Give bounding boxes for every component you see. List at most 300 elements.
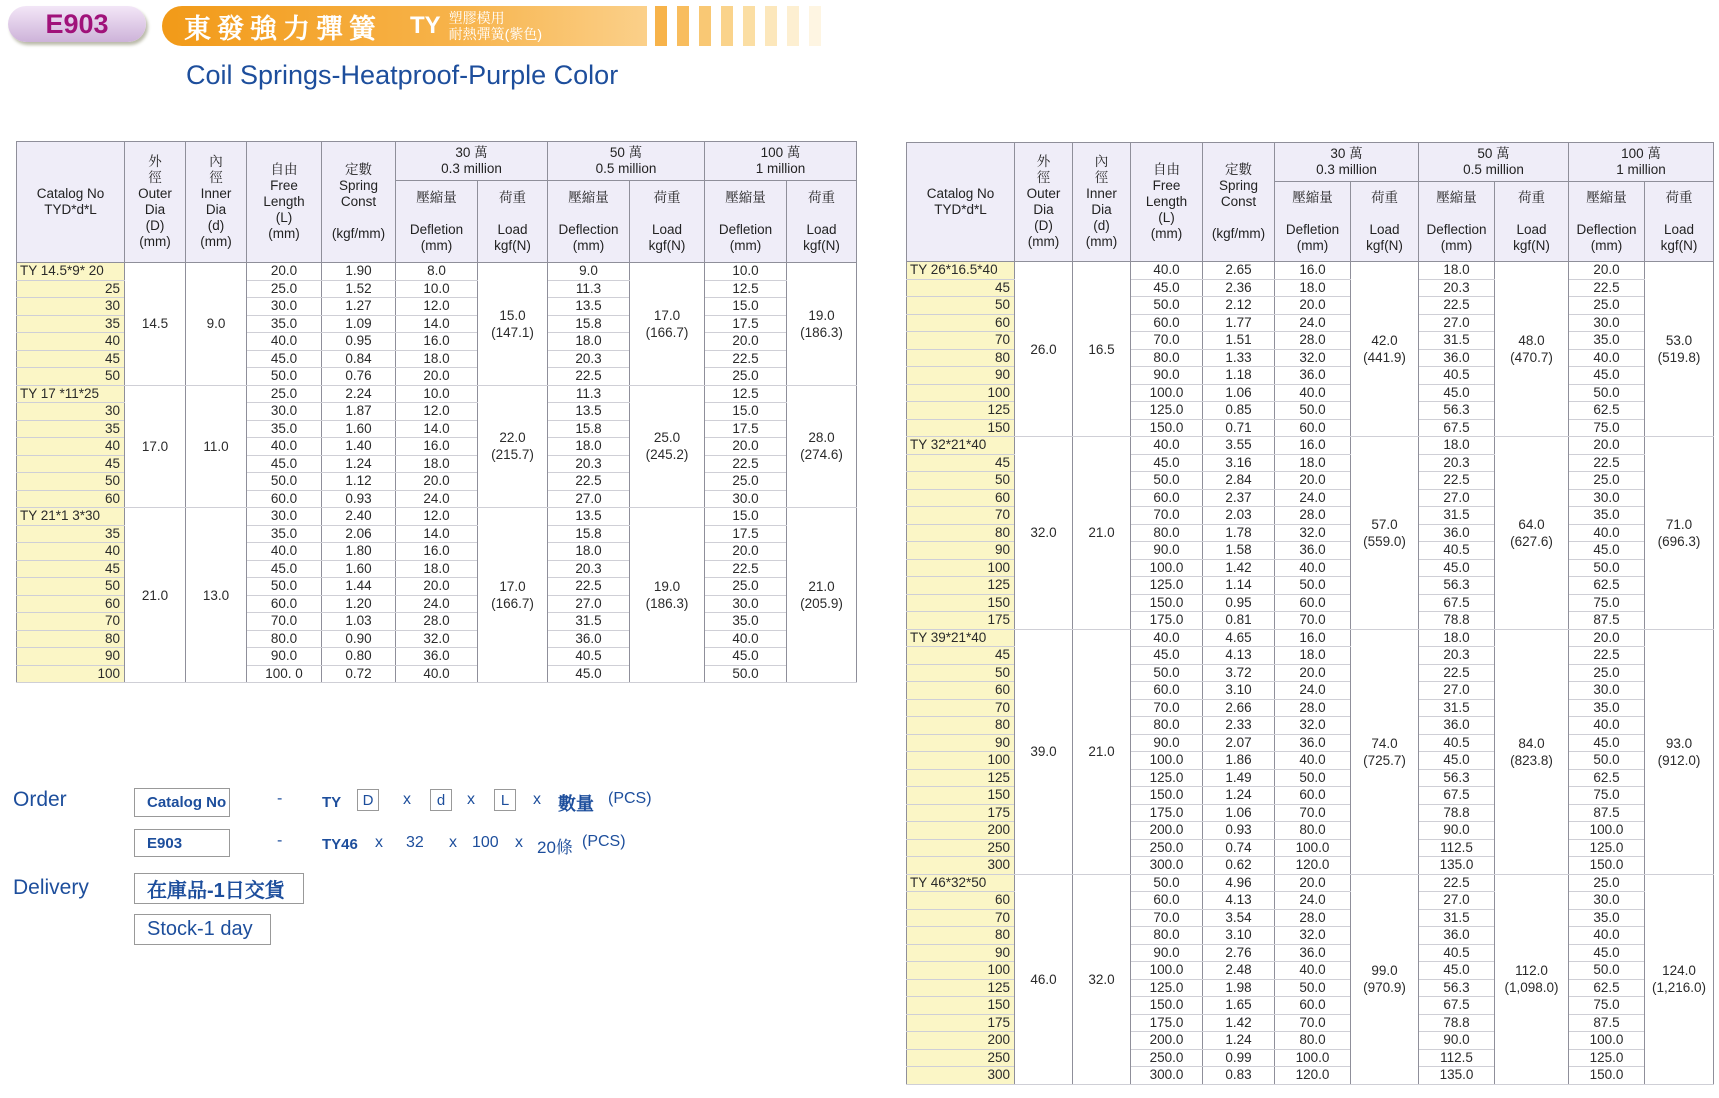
deflection-50-cell: 40.5 — [1419, 734, 1495, 752]
load-100-cell — [787, 263, 857, 386]
deflection-50-cell: 40.5 — [1419, 542, 1495, 560]
deflection-50-cell: 36.0 — [1419, 717, 1495, 735]
series-description — [449, 10, 542, 42]
deflection-30-cell: 10.0 — [396, 385, 478, 403]
deflection-100-cell: 75.0 — [1569, 419, 1645, 437]
deflection-100-cell: 22.5 — [705, 560, 787, 578]
load-30-cell — [1351, 437, 1419, 630]
deflection-30-cell: 24.0 — [1275, 314, 1351, 332]
deflection-30-cell: 40.0 — [1275, 962, 1351, 980]
catalog-length-cell: 125 — [907, 769, 1015, 787]
deflection-50-cell: 56.3 — [1419, 577, 1495, 595]
deflection-50-cell: 13.5 — [548, 298, 630, 316]
free-length-cell: 70.0 — [247, 613, 322, 631]
deflection-30-cell: 50.0 — [1275, 979, 1351, 997]
deflection-30-cell: 70.0 — [1275, 1014, 1351, 1032]
free-length-cell: 40.0 — [247, 543, 322, 561]
deflection-50-cell: 40.5 — [548, 648, 630, 666]
deflection-30-cell: 20.0 — [396, 368, 478, 386]
load-value: 53.0 — [1665, 333, 1693, 348]
deflection-30-cell: 20.0 — [396, 473, 478, 491]
catalog-length-cell: 125 — [907, 577, 1015, 595]
deflection-100-cell: 87.5 — [1569, 1014, 1645, 1032]
example-inner-d: 32 — [406, 834, 424, 851]
spring-const-cell: 1.58 — [1203, 542, 1275, 560]
deflection-50-cell: 135.0 — [1419, 857, 1495, 875]
catalog-length-cell: 90 — [907, 367, 1015, 385]
table-row — [907, 874, 1714, 892]
catalog-length-cell: 40 — [17, 333, 125, 351]
outer-dia-cell: 26.0 — [1015, 262, 1073, 437]
free-length-cell: 40.0 — [1131, 262, 1203, 280]
order-quantity: 數量 — [558, 794, 594, 814]
order-label: Order — [13, 788, 67, 811]
deflection-100-cell: 15.0 — [705, 298, 787, 316]
deflection-header: 壓縮量 Deflection (mm) — [1569, 182, 1645, 262]
deflection-100-cell: 20.0 — [1569, 629, 1645, 647]
load-newton: (186.3) — [800, 324, 843, 340]
deflection-50-cell: 78.8 — [1419, 804, 1495, 822]
deflection-100-cell: 45.0 — [1569, 944, 1645, 962]
catalog-no-cell: TY 46*32*50 — [907, 874, 1015, 892]
spring-const-cell: 4.13 — [1203, 647, 1275, 665]
deflection-50-cell: 27.0 — [1419, 489, 1495, 507]
deflection-30-cell: 24.0 — [396, 595, 478, 613]
spring-const-cell: 0.62 — [1203, 857, 1275, 875]
inner-dia-cell: 13.0 — [186, 508, 247, 683]
order-inner-d-box: d — [430, 789, 452, 811]
deflection-30-cell: 18.0 — [396, 350, 478, 368]
decor-stripe — [677, 6, 689, 46]
free-length-cell: 100.0 — [1131, 384, 1203, 402]
order-ty: TY — [322, 794, 342, 811]
free-length-cell: 20.0 — [247, 263, 322, 281]
deflection-100-cell: 22.5 — [1569, 647, 1645, 665]
deflection-100-cell: 50.0 — [1569, 559, 1645, 577]
spring-const-cell: 1.42 — [1203, 1014, 1275, 1032]
spring-const-cell: 1.42 — [1203, 559, 1275, 577]
load-newton: (627.6) — [1510, 533, 1553, 549]
deflection-50-cell: 18.0 — [548, 333, 630, 351]
deflection-30-cell: 24.0 — [396, 490, 478, 508]
inner-dia-header: 內 徑 Inner Dia (d) (mm) — [186, 142, 247, 263]
table-row — [907, 437, 1714, 455]
deflection-100-cell: 50.0 — [1569, 962, 1645, 980]
deflection-100-cell: 20.0 — [705, 543, 787, 561]
free-length-cell: 45.0 — [1131, 454, 1203, 472]
inner-dia-cell: 21.0 — [1073, 629, 1131, 874]
deflection-50-cell: 22.5 — [548, 473, 630, 491]
spring-const-cell: 0.80 — [322, 648, 396, 666]
catalog-code-badge: E903 — [8, 6, 146, 42]
free-length-header: 自由 Free Length (L) (mm) — [1131, 143, 1203, 262]
deflection-100-cell: 12.5 — [705, 385, 787, 403]
catalog-length-cell: 150 — [907, 787, 1015, 805]
brand-title: 東發強力彈簧 — [184, 13, 382, 44]
deflection-100-cell: 125.0 — [1569, 1049, 1645, 1067]
deflection-100-cell: 40.0 — [1569, 349, 1645, 367]
catalog-no-cell: TY 21*1 3*30 — [17, 508, 125, 526]
spring-const-header: 定數 Spring Const (kgf/mm) — [322, 142, 396, 263]
deflection-30-cell: 18.0 — [396, 455, 478, 473]
load-value: 17.0 — [499, 579, 526, 594]
load-30-cell — [1351, 262, 1419, 437]
deflection-50-cell: 22.5 — [1419, 874, 1495, 892]
deflection-50-cell: 67.5 — [1419, 594, 1495, 612]
load-value: 124.0 — [1662, 963, 1696, 978]
group-50-header: 50 萬 0.5 million — [1419, 143, 1569, 182]
load-newton: (186.3) — [645, 596, 689, 611]
table-row — [907, 262, 1714, 280]
spring-const-header: 定數 Spring Const (kgf/mm) — [1203, 143, 1275, 262]
deflection-50-cell: 67.5 — [1419, 787, 1495, 805]
load-50-cell — [1495, 262, 1569, 437]
load-30-cell — [1351, 874, 1419, 1084]
deflection-30-cell: 28.0 — [1275, 507, 1351, 525]
order-dash: - — [277, 790, 283, 807]
catalog-length-cell: 80 — [907, 349, 1015, 367]
decor-stripe — [721, 6, 733, 46]
catalog-length-cell: 150 — [907, 594, 1015, 612]
order-x: x — [467, 791, 475, 808]
deflection-50-cell: 78.8 — [1419, 1014, 1495, 1032]
deflection-30-cell: 16.0 — [396, 333, 478, 351]
deflection-50-cell: 56.3 — [1419, 402, 1495, 420]
load-value: 42.0 — [1371, 333, 1398, 348]
free-length-cell: 25.0 — [247, 280, 322, 298]
deflection-100-cell: 20.0 — [705, 333, 787, 351]
spring-const-cell: 1.40 — [322, 438, 396, 456]
deflection-30-cell: 28.0 — [396, 613, 478, 631]
deflection-50-cell: 18.0 — [1419, 262, 1495, 280]
free-length-cell: 50.0 — [1131, 472, 1203, 490]
catalog-length-cell: 30 — [17, 298, 125, 316]
spring-const-cell: 3.72 — [1203, 664, 1275, 682]
spring-const-cell: 1.33 — [1203, 349, 1275, 367]
catalog-header: Catalog No TYD*d*L — [907, 143, 1015, 262]
page-subtitle: Coil Springs-Heatproof-Purple Color — [186, 60, 619, 90]
spring-const-cell: 1.24 — [1203, 787, 1275, 805]
free-length-cell: 125.0 — [1131, 577, 1203, 595]
deflection-30-cell: 12.0 — [396, 508, 478, 526]
deflection-30-cell: 18.0 — [1275, 647, 1351, 665]
deflection-30-cell: 20.0 — [1275, 297, 1351, 315]
group-30-header: 30 萬 0.3 million — [396, 142, 548, 181]
deflection-30-cell: 20.0 — [396, 578, 478, 596]
deflection-100-cell: 30.0 — [1569, 682, 1645, 700]
deflection-50-cell: 40.5 — [1419, 367, 1495, 385]
catalog-no-cell: TY 39*21*40 — [907, 629, 1015, 647]
free-length-cell: 100.0 — [1131, 962, 1203, 980]
deflection-50-cell: 45.0 — [1419, 559, 1495, 577]
catalog-length-cell: 90 — [17, 648, 125, 666]
order-x: x — [515, 834, 523, 851]
catalog-length-cell: 250 — [907, 1049, 1015, 1067]
deflection-50-cell: 36.0 — [1419, 927, 1495, 945]
spring-const-cell: 2.07 — [1203, 734, 1275, 752]
deflection-50-cell: 18.0 — [548, 438, 630, 456]
load-value: 19.0 — [808, 307, 835, 323]
deflection-50-cell: 78.8 — [1419, 612, 1495, 630]
deflection-100-cell: 30.0 — [1569, 314, 1645, 332]
free-length-cell: 90.0 — [247, 648, 322, 666]
load-header: 荷重 Load kgf(N) — [787, 181, 857, 263]
deflection-100-cell: 15.0 — [705, 403, 787, 421]
decor-stripe — [699, 6, 711, 46]
load-newton: (912.0) — [1657, 752, 1701, 768]
deflection-100-cell: 45.0 — [705, 648, 787, 666]
outer-dia-header: 外 徑 Outer Dia (D) (mm) — [1015, 143, 1073, 262]
catalog-no-cell: TY 32*21*40 — [907, 437, 1015, 455]
deflection-30-cell: 32.0 — [396, 630, 478, 648]
spring-const-cell: 1.87 — [322, 403, 396, 421]
deflection-30-cell: 14.0 — [396, 420, 478, 438]
order-x: x — [533, 791, 541, 808]
deflection-50-cell: 20.3 — [548, 350, 630, 368]
spring-const-cell: 3.16 — [1203, 454, 1275, 472]
free-length-cell: 175.0 — [1131, 804, 1203, 822]
spring-const-cell: 1.60 — [322, 560, 396, 578]
deflection-30-cell: 36.0 — [1275, 367, 1351, 385]
load-header: 荷重 Load kgf(N) — [1645, 182, 1714, 262]
deflection-header: 壓縮量 Deflection (mm) — [548, 181, 630, 263]
deflection-100-cell: 30.0 — [705, 595, 787, 613]
load-newton: (823.8) — [1510, 752, 1553, 768]
catalog-no-cell: TY 14.5*9* 20 — [17, 263, 125, 281]
deflection-100-cell: 150.0 — [1569, 857, 1645, 875]
catalog-length-cell: 50 — [17, 368, 125, 386]
deflection-100-cell: 45.0 — [1569, 542, 1645, 560]
deflection-30-cell: 120.0 — [1275, 1067, 1351, 1085]
example-ty: TY46 — [322, 836, 358, 853]
deflection-30-cell: 18.0 — [1275, 454, 1351, 472]
decor-stripe — [809, 6, 821, 46]
load-100-cell — [787, 385, 857, 508]
load-newton: (274.6) — [800, 447, 843, 463]
deflection-header: 壓縮量 Deflection (mm) — [1419, 182, 1495, 262]
deflection-30-cell: 18.0 — [1275, 279, 1351, 297]
spring-const-cell: 1.44 — [322, 578, 396, 596]
deflection-50-cell: 9.0 — [548, 263, 630, 281]
load-header: 荷重 Load kgf(N) — [630, 181, 705, 263]
catalog-length-cell: 125 — [907, 979, 1015, 997]
catalog-length-cell: 60 — [907, 314, 1015, 332]
outer-dia-cell: 14.5 — [125, 263, 186, 386]
deflection-30-cell: 28.0 — [1275, 332, 1351, 350]
free-length-cell: 125.0 — [1131, 769, 1203, 787]
load-100-cell — [1645, 629, 1714, 874]
catalog-length-cell: 60 — [17, 490, 125, 508]
catalog-length-cell: 125 — [907, 402, 1015, 420]
spring-const-cell: 2.24 — [322, 385, 396, 403]
load-value: 112.0 — [1515, 963, 1548, 978]
deflection-100-cell: 30.0 — [1569, 892, 1645, 910]
load-value: 15.0 — [499, 307, 526, 323]
deflection-50-cell: 15.8 — [548, 315, 630, 333]
catalog-length-cell: 50 — [17, 578, 125, 596]
deflection-30-cell: 60.0 — [1275, 419, 1351, 437]
spring-const-cell: 0.84 — [322, 350, 396, 368]
catalog-length-cell: 200 — [907, 1032, 1015, 1050]
delivery-label: Delivery — [13, 876, 89, 899]
spring-const-cell: 0.83 — [1203, 1067, 1275, 1085]
catalog-length-cell: 70 — [907, 507, 1015, 525]
catalog-length-cell: 70 — [907, 332, 1015, 350]
spring-const-cell: 3.10 — [1203, 927, 1275, 945]
load-newton: (1,098.0) — [1504, 980, 1559, 995]
deflection-30-cell: 40.0 — [396, 665, 478, 683]
table-row — [17, 385, 857, 403]
deflection-50-cell: 22.5 — [548, 368, 630, 386]
deflection-30-cell: 32.0 — [1275, 524, 1351, 542]
spring-const-cell: 4.96 — [1203, 874, 1275, 892]
deflection-30-cell: 50.0 — [1275, 577, 1351, 595]
load-newton: (147.1) — [491, 324, 534, 340]
spring-const-cell: 1.80 — [322, 543, 396, 561]
load-newton: (559.0) — [1363, 533, 1406, 549]
deflection-50-cell: 112.5 — [1419, 839, 1495, 857]
deflection-100-cell: 87.5 — [1569, 612, 1645, 630]
deflection-50-cell: 36.0 — [1419, 349, 1495, 367]
spring-const-cell: 1.14 — [1203, 577, 1275, 595]
deflection-header: 壓縮量 Defletion (mm) — [705, 181, 787, 263]
example-length: 100 — [472, 834, 499, 851]
outer-dia-header: 外 徑 Outer Dia (D) (mm) — [125, 142, 186, 263]
deflection-50-cell: 36.0 — [548, 630, 630, 648]
free-length-cell: 50.0 — [1131, 874, 1203, 892]
free-length-cell: 50.0 — [247, 473, 322, 491]
order-pcs: (PCS) — [608, 790, 652, 807]
inner-dia-cell: 16.5 — [1073, 262, 1131, 437]
spring-const-cell: 2.40 — [322, 508, 396, 526]
load-newton: (166.7) — [491, 596, 534, 611]
inner-dia-cell: 9.0 — [186, 263, 247, 386]
catalog-length-cell: 100 — [907, 752, 1015, 770]
load-value: 84.0 — [1518, 735, 1545, 751]
catalog-length-cell: 45 — [907, 279, 1015, 297]
free-length-cell: 30.0 — [247, 508, 322, 526]
spring-const-cell: 1.60 — [322, 420, 396, 438]
load-30-cell — [478, 263, 548, 386]
deflection-30-cell: 40.0 — [1275, 752, 1351, 770]
load-50-cell — [630, 385, 705, 508]
deflection-30-cell: 24.0 — [1275, 489, 1351, 507]
deflection-30-cell: 100.0 — [1275, 839, 1351, 857]
catalog-length-cell: 60 — [907, 489, 1015, 507]
deflection-30-cell: 120.0 — [1275, 857, 1351, 875]
deflection-30-cell: 32.0 — [1275, 927, 1351, 945]
order-d-box: D — [357, 789, 379, 811]
spring-const-cell: 1.77 — [1203, 314, 1275, 332]
outer-dia-cell: 39.0 — [1015, 629, 1073, 874]
free-length-cell: 30.0 — [247, 403, 322, 421]
spring-const-cell: 2.36 — [1203, 279, 1275, 297]
deflection-50-cell: 11.3 — [548, 280, 630, 298]
order-pcs: (PCS) — [582, 833, 626, 850]
group-50-header: 50 萬 0.5 million — [548, 142, 705, 181]
load-30-cell — [478, 385, 548, 508]
catalog-length-cell: 50 — [907, 664, 1015, 682]
deflection-50-cell: 27.0 — [1419, 314, 1495, 332]
deflection-30-cell: 18.0 — [396, 560, 478, 578]
deflection-50-cell: 27.0 — [548, 595, 630, 613]
free-length-cell: 90.0 — [1131, 944, 1203, 962]
catalog-length-cell: 100 — [907, 962, 1015, 980]
deflection-100-cell: 17.5 — [705, 525, 787, 543]
deflection-100-cell: 150.0 — [1569, 1067, 1645, 1085]
deflection-50-cell: 27.0 — [1419, 892, 1495, 910]
catalog-length-cell: 25 — [17, 280, 125, 298]
deflection-30-cell: 36.0 — [1275, 542, 1351, 560]
deflection-50-cell: 20.3 — [1419, 454, 1495, 472]
deflection-100-cell: 15.0 — [705, 508, 787, 526]
free-length-cell: 70.0 — [1131, 507, 1203, 525]
inner-dia-cell: 32.0 — [1073, 874, 1131, 1084]
deflection-30-cell: 100.0 — [1275, 1049, 1351, 1067]
free-length-cell: 40.0 — [247, 333, 322, 351]
catalog-length-cell: 45 — [17, 560, 125, 578]
deflection-50-cell: 31.5 — [548, 613, 630, 631]
free-length-cell: 80.0 — [1131, 717, 1203, 735]
deflection-100-cell: 50.0 — [1569, 384, 1645, 402]
load-value: 64.0 — [1518, 516, 1545, 532]
catalog-length-cell: 90 — [907, 734, 1015, 752]
deflection-100-cell: 125.0 — [1569, 839, 1645, 857]
deflection-100-cell: 100.0 — [1569, 1032, 1645, 1050]
free-length-cell: 70.0 — [1131, 909, 1203, 927]
spring-const-cell: 3.55 — [1203, 437, 1275, 455]
load-100-cell — [1645, 874, 1714, 1084]
deflection-30-cell: 32.0 — [1275, 717, 1351, 735]
spring-const-cell: 2.65 — [1203, 262, 1275, 280]
order-x: x — [449, 834, 457, 851]
spring-const-cell: 0.95 — [1203, 594, 1275, 612]
free-length-cell: 150.0 — [1131, 997, 1203, 1015]
spring-const-cell: 0.85 — [1203, 402, 1275, 420]
spec-table-left — [16, 141, 857, 683]
deflection-100-cell: 75.0 — [1569, 594, 1645, 612]
load-value: 48.0 — [1518, 333, 1545, 348]
deflection-50-cell: 45.0 — [548, 665, 630, 683]
deflection-30-cell: 24.0 — [1275, 682, 1351, 700]
free-length-cell: 90.0 — [1131, 542, 1203, 560]
spring-const-cell: 4.65 — [1203, 629, 1275, 647]
spring-const-cell: 1.52 — [322, 280, 396, 298]
free-length-cell: 45.0 — [247, 455, 322, 473]
load-newton: (166.7) — [645, 324, 689, 340]
catalog-length-cell: 45 — [907, 454, 1015, 472]
deflection-30-cell: 60.0 — [1275, 997, 1351, 1015]
title-banner — [162, 6, 647, 46]
free-length-cell: 250.0 — [1131, 1049, 1203, 1067]
spring-const-cell: 0.93 — [1203, 822, 1275, 840]
catalog-length-cell: 200 — [907, 822, 1015, 840]
deflection-100-cell: 40.0 — [1569, 717, 1645, 735]
deflection-100-cell: 22.5 — [1569, 279, 1645, 297]
delivery-en-box: Stock-1 day — [134, 914, 271, 945]
catalog-length-cell: 100 — [907, 384, 1015, 402]
outer-dia-cell: 21.0 — [125, 508, 186, 683]
deflection-30-cell: 28.0 — [1275, 699, 1351, 717]
deflection-30-cell: 32.0 — [1275, 349, 1351, 367]
catalog-no-cell: TY 26*16.5*40 — [907, 262, 1015, 280]
free-length-cell: 125.0 — [1131, 979, 1203, 997]
deflection-30-cell: 16.0 — [1275, 262, 1351, 280]
free-length-cell: 50.0 — [247, 578, 322, 596]
deflection-30-cell: 40.0 — [1275, 559, 1351, 577]
catalog-length-cell: 35 — [17, 525, 125, 543]
free-length-cell: 125.0 — [1131, 402, 1203, 420]
